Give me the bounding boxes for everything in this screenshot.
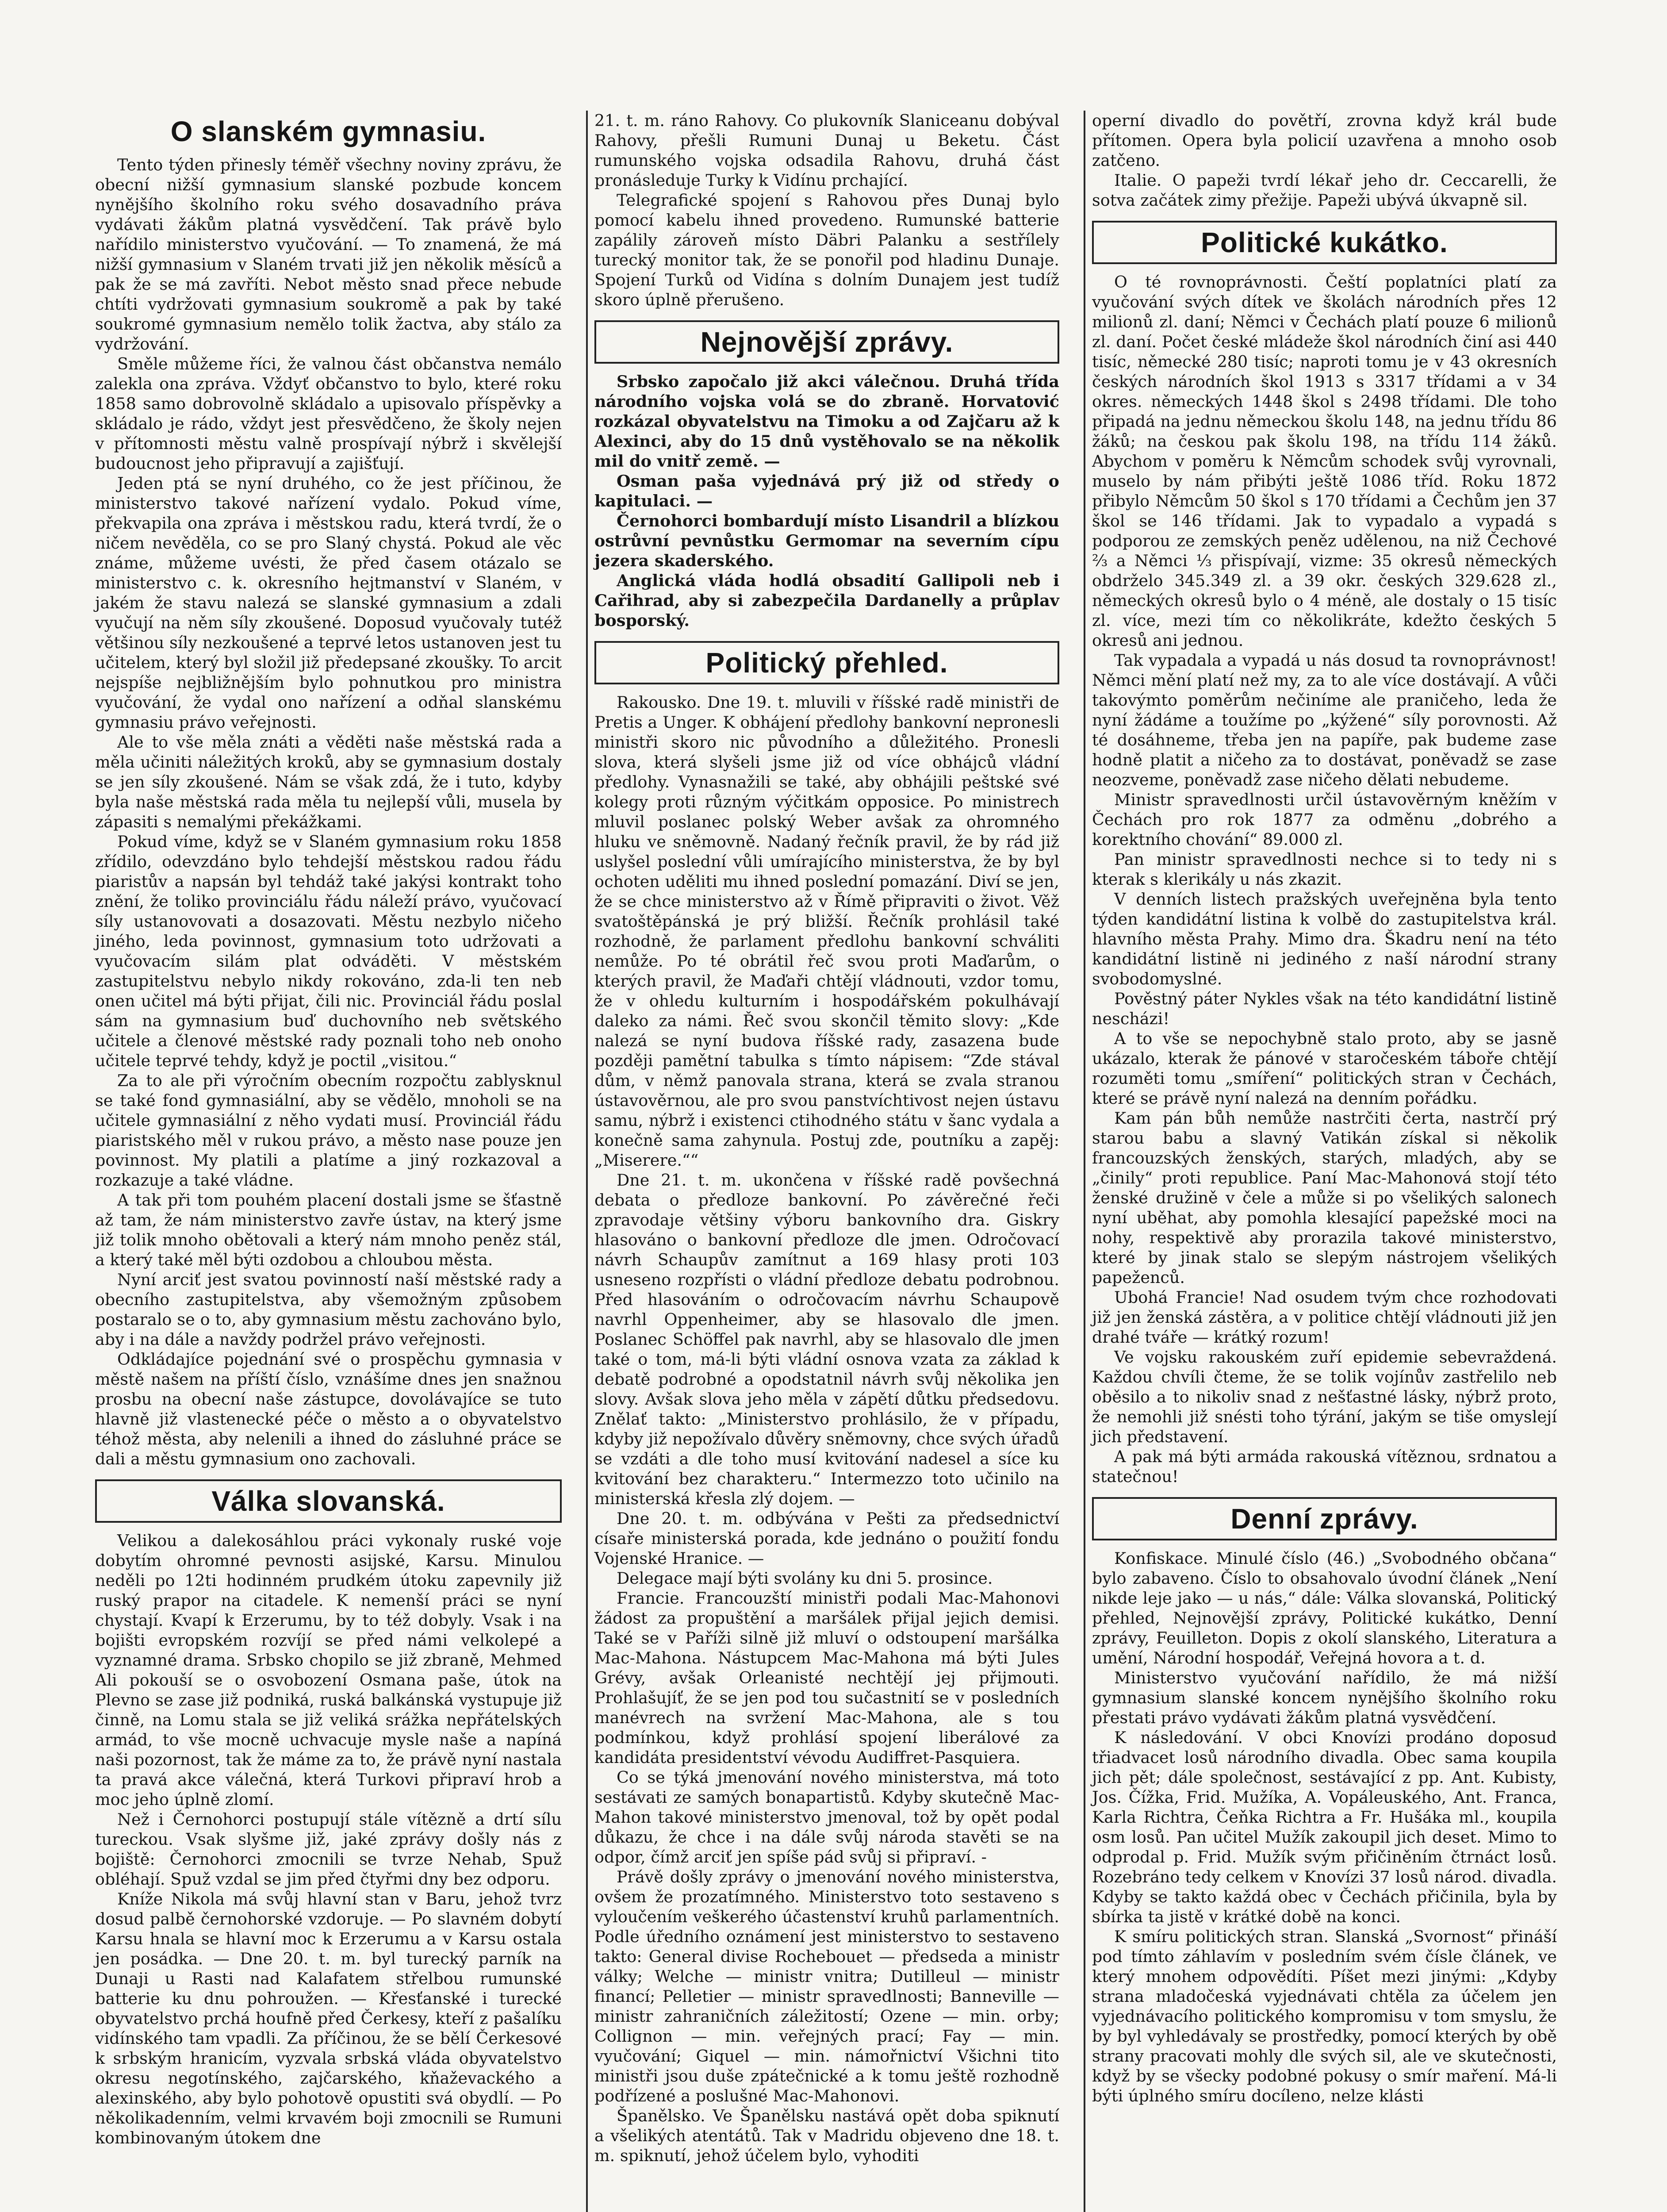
paragraph: Za to ale při výročním obecním rozpočtu zablysknul se také fond gymnasiální, aby se vědělo, mnoholi se na učitele gymnasiální z něho vydati musí. Provinciál řádu piaristského měl v rukou právo, a město nase pouze jen povinnost. My platili a platíme a jiný rozkazoval a rozkazuje a také vládne. [95, 1071, 562, 1190]
paragraph: A to vše se nepochybně stalo proto, aby se jasně ukázalo, kterak že pánové v staročeském táboře chtějí rozuměti tomu „smíření“ politických stran v Čechách, které se právě nyní nalezá na denním pořádku. [1092, 1029, 1557, 1108]
paragraph: Telegrafické spojení s Rahovou přes Dunaj bylo pomocí kabelu ihned provedeno. Rumunské batterie zapálily zároveň místo Däbri Palanku a sestřílely turecký monitor tak, že se ponořil pod hladinu Dunaje. Spojení Turků od Vidína s dolním Dunajem jest tudíž skoro úplně přerušeno. [594, 191, 1059, 309]
section-header-box [594, 641, 1059, 684]
paragraph: Srbsko započalo již akci válečnou. Druhá třída národního vojska volá se do zbraně. Horvatović rozkázal obyvatelstvu na Timoku a od Zajčaru až k Alexinci, aby do 15 dnů vystěhovalo se na několik mil do vnitř země. — [594, 372, 1059, 471]
section-header-box [1092, 221, 1557, 264]
article-war-body [95, 1531, 562, 2148]
section-header-box [1092, 1497, 1557, 1540]
article-title-war: Válka slovanská. [211, 1485, 445, 1517]
paragraph: Ministr spravedlnosti určil ústavověrným kněžím v Čechách pro rok 1877 za odměnu „dobrého a korektního chování“ 89.000 zl. [1092, 790, 1557, 849]
political-peephole-body [1092, 272, 1557, 1486]
paragraph: Velikou a dalekosáhlou práci vykonaly ruské voje dobytím ohromné pevnosti asijské, Karsu. Minulou neděli po 12ti hodinném prudkém útoku zapevnily již ruský prapor na citadele. K nemenší práci se nyní chystají. Kvapí k Erzerumu, by to též dobyly. Vsak i na bojišti evropském rozvíjí se před námi velkolepé a vyznamné drama. Srbsko chopilo se již zbraně, Mehmed Ali pokouší se o osvobození Osmana paše, útok na Plevno se zase již podniká, ruská balkánská vystupuje již činně, na Lomu stala se již veliká srážka nepřátelských armád, to vše mocně uchvacuje mysle naše a napíná naši pozornost, tak že máme za to, že právě nyní nastala ta pravá akce válečná, která Turkovi připraví hrob a moc jeho úplně zlomí. [95, 1531, 562, 1809]
paragraph: Černohorci bombardují místo Lisandril a blízkou ostrůvní pevnůstku Germomar na severním cípu jezera skaderského. [594, 511, 1059, 570]
article-title-gymnasium: O slanském gymnasiu. [170, 115, 487, 147]
column-1 [88, 111, 568, 2212]
paragraph: Delegace mají býti svolány ku dni 5. prosince. [617, 1569, 993, 1588]
paragraph: Ve vojsku rakouském zuří epidemie sebevraždená. Každou chvíli čteme, že se tolik vojínův zastřelilo neb oběsilo a to nikoliv snad z nešťastné lásky, nýbrž proto, že nemohli již snésti toho týrání, jakým se tiše omyslejí jich představení. [1092, 1348, 1557, 1446]
paragraph: Jeden ptá se nyní druhého, co že jest příčinou, že ministerstvo takové nařízení vydalo. Pokud víme, překvapila ona zpráva i městskou radu, která tvrdí, že o ničem nevěděla, co se pro Slaný chystá. Pokud ale věc známe, můžeme uvésti, že před časem otázalo se ministerstvo c. k. okresního hejtmanství v Slaném, v jakém že stavu nalezá se slanské gymnasium a zdali vyučují na něm síly zkoušené. Doposud vyučovaly tutéž většinou síly nezkoušené a teprvé letos ustanoven jest tu učitelem, který byl složil již předepsané zkoušky. To arcit nejspíše nejbližnějším bylo pohnutkou pro ministra vyučování, že vydal ono nařízení a odňal slanskému gymnasiu právo veřejnosti. [95, 474, 562, 732]
section-title-daily-news: Denní zprávy. [1230, 1503, 1418, 1535]
paragraph: Směle můžeme říci, že valnou část občanstva nemálo zalekla ona zpráva. Vždyť občanstvo to bylo, které roku 1858 samo dobrovolně skládalo a upisovalo příspěvky a skládalo je rádo, vždyt jest přesvědčeno, že školy nejen v přítomnosti městu valně prospívají nýbrž i skvělejší budoucnost jeho připravují a zajišťují. [95, 354, 562, 473]
paragraph: Tak vypadala a vypadá u nás dosud ta rovnoprávnost! Němci mění platí než my, za to ale více dostávají. A vůči takovýmto poměrům nečiníme ale praničeho, leda že nyní žádáme a toužíme po „kýžené“ síly porovnosti. Až té dosáhneme, třeba jen na papíře, pak budeme zase hodně platit a ničeho za to dostávat, poněvadž se zase neozveme, poněvadž zase ničeho dělati nebudeme. [1092, 651, 1557, 789]
latest-news-body [594, 372, 1059, 630]
section-title-political-peephole: Politické kukátko. [1201, 227, 1448, 258]
paragraph: A pak má býti armáda rakouská vítěznou, srdnatou a statečnou! [1092, 1447, 1557, 1486]
column-2 [586, 111, 1066, 2212]
daily-news-body [1092, 1548, 1557, 2106]
paragraph: Než i Černohorci postupují stále vítězně a drtí sílu tureckou. Vsak slyšme již, jaké zprávy došly nás z bojiště: Černohorci zmocnili se tvrze Nehab, Spuž obléhají. Spuž vzdal se jim před čtyřmi dny bez odporu. [95, 1810, 562, 1889]
paragraph: O té rovnoprávnosti. Čeští poplatníci platí za vyučování svých dítek ve školách národních přes 12 milionů zl. daní; Němci v Čechách platí pouze 6 milionů zl. daní. Počet české mládeže škol národních činí asi 440 tisíc, německé 280 tisíc; naproti tomu je v 43 okresních českých národních škol 1913 s 3317 třídami a v 34 okres. německých 1448 škol s 2498 třídami. Dle toho připadá na jednu německou školu 148, na jednu třídu 86 žáků; na českou pak školu 198, na třídu 114 žáků. Abychom v poměru k Němcům schodek svůj vyrovnali, muselo by nám přibýti ještě 1086 tříd. Roku 1872 přibylo Němcům 50 škol s 170 třídami a Čechům jen 37 škol se 146 třídami. Jak to vypadalo a vypadá s podporou ze zemských peněz udělenou, na niž Čechové ⅔ a Němci ⅓ přispívají, vizme: 35 okresů německých obdrželo 345.349 zl. a 39 okr. českých 329.628 zl., německých okresů bylo o 4 méně, ale dostaly o 15 tisíc zl. více, mezi tím co několikráte, kdežto českých 5 okresů ani jednou. [1092, 273, 1557, 650]
column-3 [1084, 111, 1564, 2212]
paragraph: Rakousko. Dne 19. t. mluvili v říšské radě ministři de Pretis a Unger. K obhájení předlohy bankovní nepronesli ministři skoro nic původního a důležitého. Pronesli slova, která slyšeli jsme již od více obhájců vládní předlohy. Vynasnažili se také, aby obhájili peštské své kolegy proti různým výčitkám opposice. Po ministrech mluvil poslanec polský Weber avšak za ohromného hluku ve sněmovně. Nadaný řečník pravil, že by rád již uslyšel poslední vůli umírajícího ministerstva, že by byl ochoten uděliti mu ihned poslední pomazání. Diví se jen, že se chce ministerstvo až v Římě připraviti o život. Věž svatoštěpánská je prý bližší. Řečník prohlásil také rozhodně, že parlament předlohu bankovní schváliti nemůže. Po té obrátil řeč svou proti Maďarům, o kterých pravil, že Maďaři chtějí vládnouti, vzdor tomu, že v ohledu kulturním i hospodářském pokulhávají daleko za námi. Řeč svou skončil těmito slovy: „Kde nalezá se nyní budova říšské rady, zasazena bude později pamětní tabulka s tímto nápisem: “Zde stával dům, v němž panovala strana, která se zvala stranou ústavověrnou, ale pro svou panstvíchtivost nejen ústavu samu, nýbrž i existenci ctihodného státu v šanc vydala a konečně sama zahynula. Postuj zde, poutníku a zapěj: „Miserere.““ [594, 693, 1059, 1170]
article-gymnasium-body [95, 155, 562, 1469]
paragraph: Kam pán bůh nemůže nastrčiti čerta, nastrčí prý starou babu a slavný Vatikán získal si několik francouzských ženských, starých, mladých, aby se „činily“ proti republice. Paní Mac-Mahonová stojí této ženské družině v čele a může si po všelikých salonech nyní uběhat, aby pomohla klesající papežské moci na nohy, respektivě aby prorazila takové ministerstvo, které by jinak stalo se slepým nástrojem všelikých papeženců. [1092, 1109, 1557, 1287]
paragraph: Dne 21. t. m. ukončena v říšské radě povšechná debata o předloze bankovní. Po závěrečné řeči zpravodaje většiny výboru bankovního dra. Giskry hlasováno o bankovní předloze dle jmen. Odročovací návrh Schaupův zamítnut a 169 hlasy proti 103 usneseno rozpřísti o vládní předloze debatu podrobnou. Před hlasováním o odročovacím návrhu Schaupově navrhl Oppenheimer, aby se hlasovalo dle jmen. Poslanec Schöffel pak navrhl, aby se hlasovalo dle jmen také o tom, má-li býti vládní osnova vzata za základ k debatě podrobné a opodstatnil návrh svůj několika jen slovy. Avšak slova jeho měla v zápětí důtku předsedovu. Znělať takto: „Ministerstvo prohlásilo, že v případu, kdyby již nepožívalo důvěry sněmovny, chce svých úřadů se vzdáti a dle toho musí kvitování nadesel a síce ku kvitování bez charakteru.“ Intermezzo toto učinilo na ministerská křesla zlý dojem. — [594, 1171, 1059, 1508]
paragraph: Tento týden přinesly téměř všechny noviny zprávu, že obecní nižší gymnasium slanské pozbude koncem nynějšího školního roku svého dosavadního práva vydávati žákům platná vysvědčení. Tak právě bylo nařídilo ministerstvo vyučování. — To znamená, že má nižší gymnasium v Slaném trvati již jen několik měsíců a pak že se má zavříti. Nebot město snad přece nebude chtíti vydržovati gymnasium soukromě a pak by také soukromé gymnasium nemělo tolik žactva, aby stálo za vydržování. [95, 155, 562, 353]
paragraph: Italie. O papeži tvrdí lékař jeho dr. Ceccarelli, že sotva začátek zimy přežije. Papeži ubývá úkvapně sil. [1092, 171, 1557, 210]
section-header-box [594, 320, 1059, 364]
paragraph: Pověstný páter Nykles však na této kandidátní listině nescházi! [1092, 989, 1557, 1028]
paragraph: K smíru politických stran. Slanská „Svornost“ přináší pod tímto záhlavím v posledním svém čísle článek, ve který mnohem odpovědíti. Píšet mezi jinými: „Kdyby strana mladočeská vyjednávati chtěla za účelem jen vyjednávacího politického kompromisu v tom smyslu, že by byl vyhledávaly se prostředky, pomocí kterých by obě strany pracovati mohly dle svých sil, ale ve skutečnosti, když by se všecky podobné pokusy o smír maření. Má-li býti úplného smíru docíleno, nelze klásti [1092, 1927, 1557, 2105]
paragraph: K následování. V obci Knovízi prodáno doposud třiadvacet losů národního divadla. Obec sama koupila jich pět; dále společnost, sestávající z pp. Ant. Kubisty, Jos. Čížka, Frid. Mužíka, A. Vopáleuského, Ant. Franca, Karla Richtra, Čeňka Richtra a Fr. Hušáka ml., koupila osm losů. Pan učitel Mužík zakoupil jich deset. Mimo to odprodal p. Frid. Mužík svým přičiněním čtrnáct losů. Rozebráno tedy celkem v Knovízi 37 losů národ. divadla. Kdyby se takto každá obec v Čechách přičinila, byla by sbírka ta jistě v krátké době na konci. [1092, 1728, 1557, 1926]
paragraph: Anglická vláda hodlá obsadití Gallipoli neb i Cařihrad, aby si zabezpečila Dardanelly a průplav bosporský. [594, 571, 1059, 630]
section-title-latest-news: Nejnovější zprávy. [700, 326, 954, 358]
paragraph: Pokud víme, když se v Slaném gymnasium roku 1858 zřídilo, odevzdáno bylo tehdejší městskou radou řádu piaristův a napsán byl tehdáž také jakýsi kontrakt toho znění, že toliko provinciálu řádu náleží právo, vyučovací síly ustanovovati a dosazovati. Městu nezbylo ničeho jiného, leda povinnost, gymnasium toto udržovati a vyučovacím silám plat odváděti. V městském zastupitelstvu nebylo nikdy rokováno, zda-li ten neb onen učitel má býti přijat, čili nic. Provinciál řádu poslal sám na gymnasium buď duchovního neb světského učitele a členové městské rady poznali toho neb onoho učitele teprvé tehdy, když je poctil „visitou.“ [95, 832, 562, 1070]
paragraph: Dne 20. t. m. odbývána v Pešti za předsednictví císaře ministerská porada, kde jednáno o použití fondu Vojenské Hranice. — [594, 1509, 1059, 1568]
paragraph: 21. t. m. ráno Rahovy. Co plukovník Slaniceanu dobýval Rahovy, přešli Rumuni Dunaj u Beketu. Část rumunského vojska odsadila Rahovu, druhá část pronásleduje Turky k Vidínu prchající. [594, 111, 1059, 190]
paragraph: Nyní arciť jest svatou povinností naší městské rady a obecního zastupitelstva, aby všemožným způsobem postaralo se o to, aby gymnasium městu zachováno bylo, aby i na dále a navždy podržel právo veřejnosti. [95, 1270, 562, 1349]
paragraph: operní divadlo do povětří, zrovna když král bude přítomen. Opera byla policií uzavřena a mnoho osob zatčeno. [1092, 111, 1557, 170]
section-header-box [95, 1479, 562, 1523]
paragraph: Ale to vše měla znáti a věděti naše městská rada a měla učiniti náležitých kroků, aby se gymnasium dostaly se jen síly zkoušené. Nám se však zdá, že i tuto, kdyby byla naše městská rada měla tu nejlepší vůli, musela by zápasiti s nemalými překážkami. [95, 733, 562, 831]
paragraph: A tak při tom pouhém placení dostali jsme se šťastně až tam, že nám ministerstvo zavře ústav, na který jsme již tolik mnoho obětovali a který nám mnoho peněz stál, a který také měl býti ozdobou a chloubou města. [95, 1190, 562, 1269]
political-overview-body [594, 692, 1059, 2166]
paragraph: Kníže Nikola má svůj hlavní stan v Baru, jehož tvrz dosud palbě černohorské vzdoruje. — Po slavném dobytí Karsu hnala se hlavní moc k Erzerumu a v Karsu ostala jen posádka. — Dne 20. t. m. byl turecký parník na Dunaji u Rasti nad Kalafatem střelbou rumunské batterie ku dnu pohroužen. — Křesťanské i turecké obyvatelstvo prchá houfně před Čerkesy, kteří z pašalíku vidínského tam vpadli. Za příčinou, že se bělí Čerkesové k srbským hranicím, vyzvala srbská vláda obyvatelstvo okresu negotínského, zajčarského, kňaževackého a alexinského, aby bylo pohotově opustiti svá obydlí. — Po několikadenním, velmi krvavém boji zmocnili se Rumuni kombinovaným útokem dne [95, 1889, 562, 2147]
paragraph: Co se týká jmenování nového ministerstva, má toto sestávati ze samých bonapartistů. Kdyby skutečně Mac-Mahon takové ministerstvo jmenoval, tož by opět podal důkazu, že chce i na dále svůj národa stavěti se na odpor, čímž arciť jen spíše pád svůj si připraví. - [594, 1768, 1059, 1866]
paragraph: Odkládajíce pojednání své o prospěchu gymnasia v městě našem na příští číslo, vznášíme dnes jen snažnou prosbu na obecní naše zástupce, dovolávajíce se tuto hlavně již vlastenecké péče o město a o obyvatelstvo téhož města, aby nelenili a ihned do zásluhné práce se dali a městu gymnasium ono zachovali. [95, 1350, 562, 1468]
paragraph: Právě došly zprávy o jmenování nového ministerstva, ovšem že prozatímného. Ministerstvo toto sestaveno s vyloučením veškerého účastenství kruhů parlamentních. Podle úředního oznámení jest ministerstvo to sestaveno takto: General divise Rochebouet — předseda a ministr války; Welche — ministr vnitra; Dutilleul — ministr financí; Pelletier — ministr spravedlnosti; Banneville — ministr zahraničních záležitostí; Ozene — min. orby; Collignon — min. veřejných prací; Fay — min. vyučování; Giquel — min. námořnictví Všichni tito ministři jsou duše zpátečnické a k tomu ještě rozhodně podřízené a poslušné Mac-Mahonovi. [594, 1867, 1059, 2105]
section-title-political-overview: Politický přehled. [705, 647, 948, 679]
paragraph: Ubohá Francie! Nad osudem tvým chce rozhodovati již jen ženská zástěra, a v politice chtějí vládnouti již jen drahé tváře — krátký rozum! [1092, 1288, 1557, 1347]
columns [88, 111, 1596, 2212]
paragraph: Pan ministr spravedlnosti nechce si to tedy ni s kterak s klerikály u nás zkazit. [1092, 850, 1557, 889]
paragraph: Osman paša vyjednává prý již od středy o kapitulaci. — [594, 472, 1059, 511]
paragraph: Ministerstvo vyučování nařídilo, že má nižší gymnasium slanské koncem nynějšího školního roku přestati právo vydávati žákům platná vysvědčení. [1092, 1668, 1557, 1727]
paragraph: Francie. Francouzští ministři podali Mac-Mahonovi žádost za propuštění a maršálek přijal jejich demisi. Také se v Paříži silně již mluví o odstoupení maršálka Mac-Mahona. Nástupcem Mac-Mahona má býti Jules Grévy, avšak Orleanisté nechtějí jej přijmouti. Prohlašujíť, že se jen pod tou sučastnití se v posledních manévrech na svržení Mac-Mahona, ale s tou podmínkou, když prohlásí spojení liberálové za kandidáta presidentství vévodu Audiffret-Pasquiera. [594, 1589, 1059, 1767]
paragraph: Španělsko. Ve Španělsku nastává opět doba spiknutí a všelikých atentátů. Tak v Madridu objeveno dne 18. t. m. spiknutí, jehož účelem bylo, vyhoditi [594, 2106, 1059, 2165]
paragraph: V denních listech pražských uveřejněna byla tento týden kandidátní listina k volbě do zastupitelstva král. hlavního města Prahy. Mimo dra. Škadru není na této kandidátní listině ni jediného z naší národní strany svobodomyslné. [1092, 890, 1557, 988]
paragraph: Konfiskace. Minulé číslo (46.) „Svobodného občana“ bylo zabaveno. Číslo to obsahovalo úvodní článek „Není nikde leje jako — u nás,“ dále: Válka slovanská, Politický přehled, Nejnovější zprávy, Politické kukátko, Denní zprávy, Feuilleton. Dopis z okolí slanského, Literatura a umění, Národní hospodář, Veřejná hovora a t. d. [1092, 1549, 1557, 1667]
